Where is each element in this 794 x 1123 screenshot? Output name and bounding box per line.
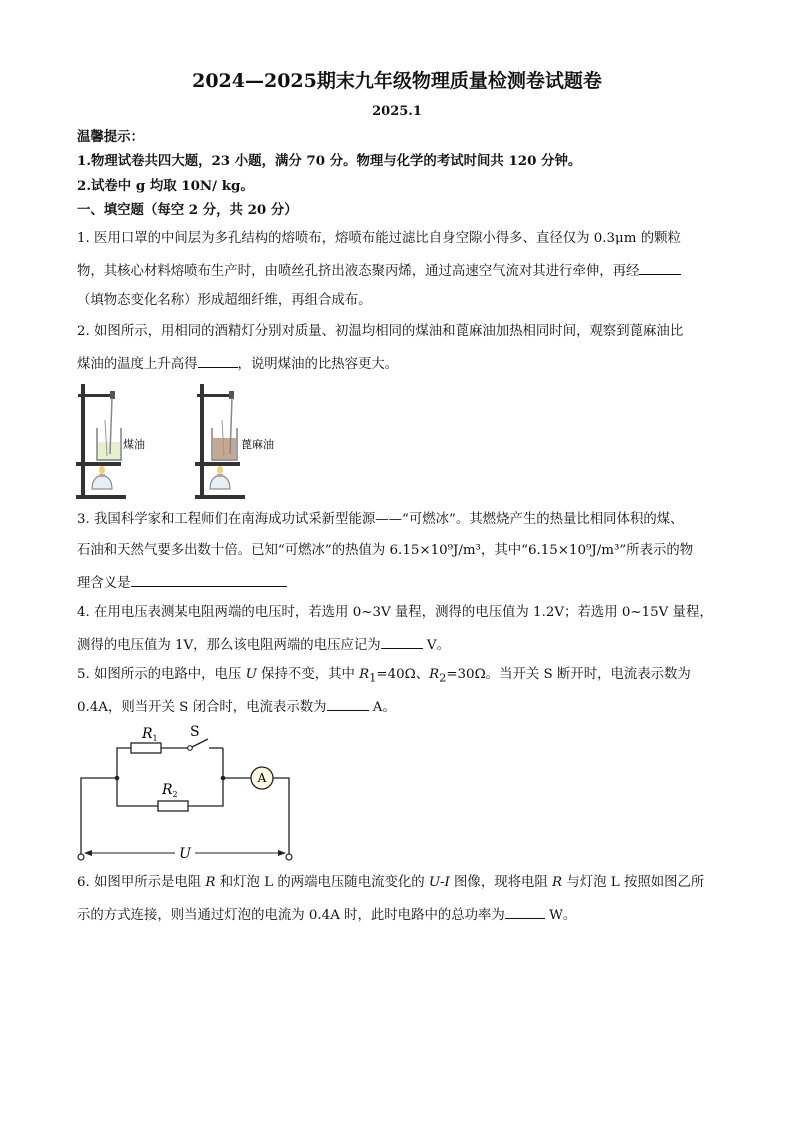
right-beaker (212, 398, 237, 460)
q3-blank (131, 572, 287, 587)
r2-label: $R_2$ (162, 782, 178, 799)
q5-line-1: 5. 如图所示的电路中，电压 U 保持不变，其中 $R_1=40\Omega$、$R_2=30\Omega$。当开关 S 断开时，电流表示数为 (77, 667, 691, 685)
q1-line-2: 物，其核心材料熔喷布生产时，由喷丝孔挤出液态聚丙烯，通过高速空气流对其进行牵伸，再经 (77, 260, 681, 282)
exam-date: 2025.1 (372, 104, 422, 119)
fig-label-castor-oil: 蓖麻油 (241, 438, 274, 451)
voltage-label: U (179, 846, 191, 862)
page-title: 2024—2025期末九年级物理质量检测卷试题卷 (192, 70, 602, 92)
fig-label-kerosene: 煤油 (123, 438, 145, 451)
left-beaker (97, 398, 121, 460)
switch-s (188, 746, 193, 751)
q5-line-2: 0.4A，则当开关 S 闭合时，电流表示数为 A。 (77, 696, 396, 718)
switch-label: S (190, 724, 200, 740)
q2-line-1: 2. 如图所示，用相同的酒精灯分别对质量、初温均相同的煤油和蓖麻油加热相同时间，观察到蓖麻油比 (77, 324, 684, 339)
notes-item-1: 1.物理试卷共四大题，23 小题，满分 70 分。物理与化学的考试时间共 120 分钟。 (77, 153, 582, 169)
q4-line-1: 4. 在用电压表测某电阻两端的电压时，若选用 0~3V 量程，测得的电压值为 1.2V；若选用 0~15V 量程， (77, 605, 713, 620)
q2-line-2: 煤油的温度上升高得 ，说明煤油的比热容更大。 (77, 353, 398, 375)
q3-line-2: 石油和天然气要多出数十倍。已知“可燃冰”的热值为 6.15×10⁹J/m³，其中“6.15×10⁹J/m³”所表示的物 (77, 543, 694, 558)
q6-line-2: 示的方式连接，则当通过灯泡的电流为 0.4A 时，此时电路中的总功率为 W。 (77, 904, 576, 926)
resistor-r1 (131, 743, 161, 753)
resistor-r2 (158, 801, 188, 811)
q6-blank (505, 904, 545, 919)
q4-line-2: 测得的电压值为 1V，那么该电阻两端的电压应记为 V。 (77, 634, 450, 656)
left-burner (92, 466, 112, 489)
q1-blank (639, 260, 681, 275)
q1-line-1: 1. 医用口罩的中间层为多孔结构的熔喷布，熔喷布能过滤比自身空隙小得多、直径仅为 0.3μm 的颗粒 (77, 231, 681, 246)
q2-blank (198, 353, 238, 368)
q4-blank (381, 634, 423, 649)
q5-circuit-figure (70, 720, 300, 865)
q6-line-1: 6. 如图甲所示是电阻 R 和灯泡 L 的两端电压随电流变化的 U-I 图像，现将电阻 R 与灯泡 L 按照如图乙所 (77, 875, 705, 890)
r1-label: $R_1$ (142, 726, 158, 743)
q3-line-1: 3. 我国科学家和工程师们在南海成功试采新型能源——“可燃冰”。其燃烧产生的热量比相同体积的煤、 (77, 512, 684, 527)
q3-line-3: 理含义是 (77, 572, 287, 594)
notes-heading: 温馨提示： (77, 129, 144, 145)
q5-blank (327, 696, 369, 711)
right-burner (210, 466, 230, 489)
ammeter-label: A (257, 771, 267, 785)
notes-item-2: 2.试卷中 g 均取 10N/ kg。 (77, 178, 254, 194)
q1-line-3: （填物态变化名称）形成超细纤维，再组合成布。 (77, 293, 372, 308)
section-1-heading: 一、填空题（每空 2 分，共 20 分） (77, 202, 298, 218)
q2-heating-figure (70, 378, 274, 503)
